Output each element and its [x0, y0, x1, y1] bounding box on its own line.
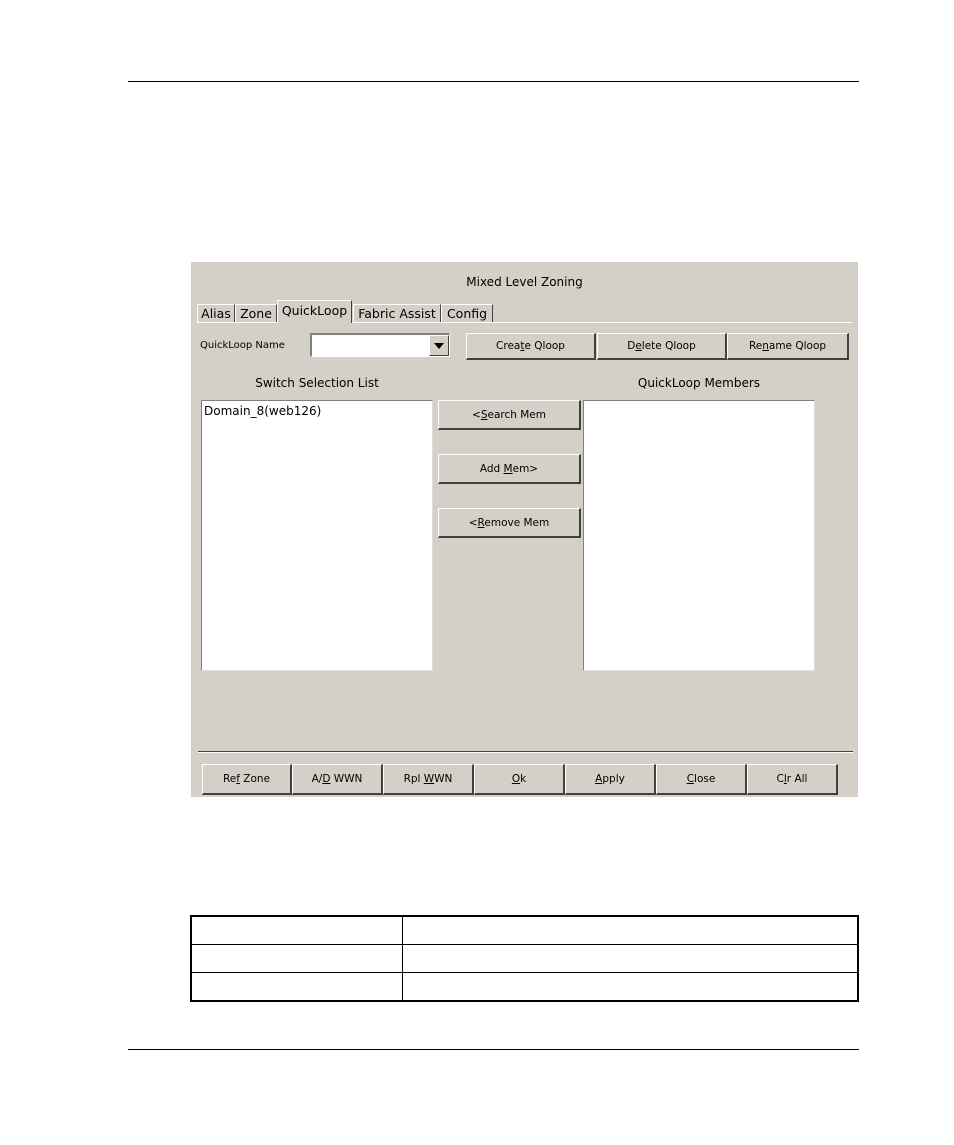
table-cell	[191, 916, 403, 945]
add-mem-button[interactable]: Add Mem>	[438, 454, 581, 484]
tab-config[interactable]: Config	[441, 304, 493, 322]
chevron-down-icon[interactable]	[429, 335, 449, 356]
switch-selection-list-label: Switch Selection List	[255, 376, 379, 390]
apply-button[interactable]: Apply	[565, 764, 656, 795]
info-table	[190, 915, 859, 1002]
header-rule	[128, 81, 859, 82]
bottom-separator-highlight	[198, 752, 853, 753]
tab-zone[interactable]: Zone	[235, 304, 277, 322]
table-row	[191, 945, 858, 973]
table-cell	[191, 973, 403, 1002]
ok-button[interactable]: Ok	[474, 764, 565, 795]
rename-qloop-button[interactable]: Rename Qloop	[727, 333, 849, 360]
table-cell	[191, 945, 403, 973]
tab-alias[interactable]: Alias	[197, 304, 235, 322]
create-qloop-button[interactable]: Create Qloop	[466, 333, 596, 360]
table-row	[191, 916, 858, 945]
footer-rule	[128, 1049, 859, 1050]
ad-wwn-button[interactable]: A/D WWN	[292, 764, 383, 795]
clr-all-button[interactable]: Clr All	[747, 764, 838, 795]
table-row	[191, 973, 858, 1002]
dialog-title: Mixed Level Zoning	[466, 275, 583, 289]
table-cell	[403, 945, 859, 973]
table-cell	[403, 916, 859, 945]
tab-quickloop[interactable]: QuickLoop	[277, 300, 352, 323]
table-cell	[403, 973, 859, 1002]
quickloop-members-label: QuickLoop Members	[637, 376, 761, 390]
quickloop-name-combo[interactable]	[310, 333, 450, 357]
quickloop-name-label: QuickLoop Name	[200, 340, 285, 351]
tab-fabric-assist[interactable]: Fabric Assist	[353, 304, 441, 322]
rpl-wwn-button[interactable]: Rpl WWN	[383, 764, 474, 795]
search-mem-button[interactable]: <Search Mem	[438, 400, 581, 430]
close-button[interactable]: Close	[656, 764, 747, 795]
switch-selection-list[interactable]	[201, 400, 433, 671]
delete-qloop-button[interactable]: Delete Qloop	[597, 333, 727, 360]
quickloop-members-list[interactable]	[583, 400, 815, 671]
remove-mem-button[interactable]: <Remove Mem	[438, 508, 581, 538]
mixed-level-zoning-dialog	[191, 262, 858, 797]
ref-zone-button[interactable]: Ref Zone	[202, 764, 292, 795]
list-item[interactable]: Domain_8(web126)	[204, 404, 322, 418]
